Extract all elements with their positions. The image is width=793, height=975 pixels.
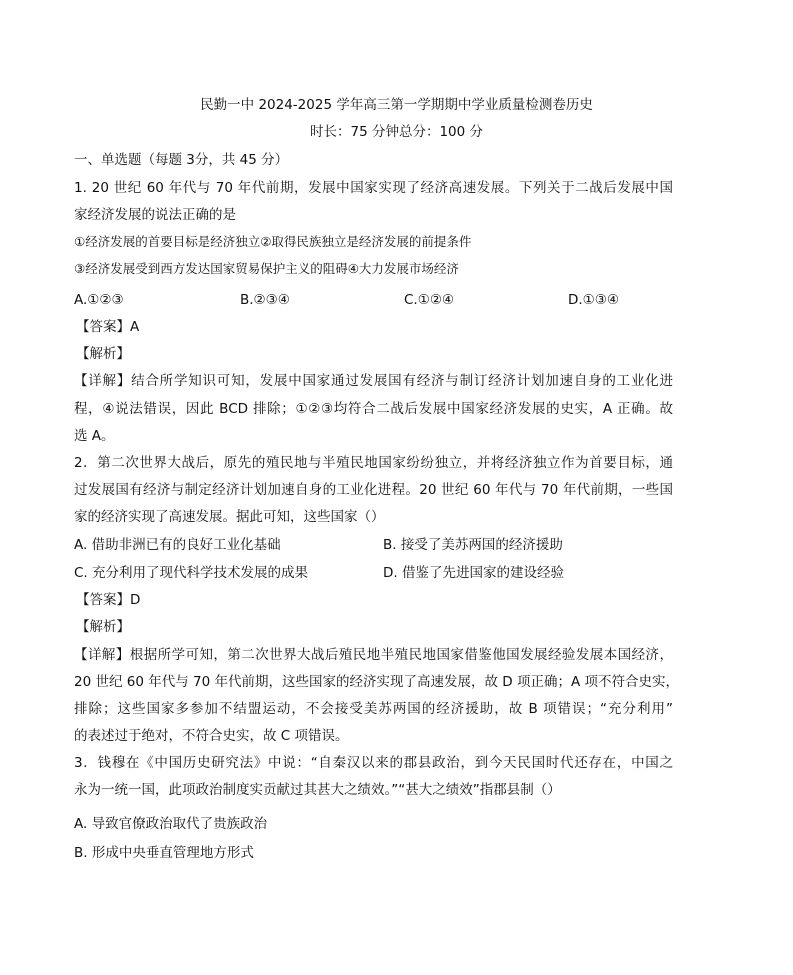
q3-stem-line-2: 永为一统一国，此项政治制度实贡献过其甚大之绩效。”“甚大之绩效”指郡县制（） [74, 782, 561, 798]
section-heading: 一、单选题（每题 3分，共 45 分） [74, 152, 289, 168]
q2-detail-line-2: 20 世纪 60 年代与 70 年代前期，这些国家的经济实现了高速发展，故 D 项正确；A 项不符合史实， [74, 674, 679, 690]
q3-stem-line-1: 3．钱穆在《中国历史研究法》中说：“自秦汉以来的郡县政治，到今天民国时代还存在，中国之 [74, 755, 673, 771]
q2-analysis-label: 【解析】 [76, 619, 130, 635]
q2-option-b: B. 接受了美苏两国的经济援助 [383, 537, 563, 553]
q1-analysis-label: 【解析】 [76, 346, 130, 362]
exam-title: 民勤一中 2024-2025 学年高三第一学期期中学业质量检测卷历史 [200, 97, 593, 113]
q2-stem-line-3: 家的经济实现了高速发展。据此可知，这些国家（） [74, 509, 385, 525]
q2-detail-line-1: 【详解】根据所学可知，第二次世界大战后殖民地半殖民地国家借鉴他国发展经验发展本国经济， [74, 647, 673, 663]
q2-stem-line-2: 过发展国有经济与制定经济计划加速自身的工业化进程。20 世纪 60 年代与 70 年代前期，一些国 [74, 482, 673, 498]
q1-statement-2: ③经济发展受到西方发达国家贸易保护主义的阻碍④大力发展市场经济 [74, 261, 459, 276]
q1-stem-line-1: 1. 20 世纪 60 年代与 70 年代前期，发展中国家实现了经济高速发展。下列关于二战后发展中国 [74, 180, 673, 196]
q1-option-b: B.②③④ [240, 292, 290, 308]
q3-option-b: B. 形成中央垂直管理地方形式 [74, 845, 254, 861]
q1-detail-line-2: 程，④说法错误，因此 BCD 排除；①②③均符合二战后发展中国家经济发展的史实，A 正确。故 [74, 401, 673, 417]
exam-subtitle: 时长：75 分钟总分：100 分 [309, 124, 484, 140]
q2-answer: 【答案】D [76, 592, 141, 608]
q3-option-a: A. 导致官僚政治取代了贵族政治 [74, 816, 268, 832]
q1-answer: 【答案】A [76, 319, 140, 335]
q2-option-c: C. 充分利用了现代科学技术发展的成果 [74, 565, 309, 581]
q1-statement-1: ①经济发展的首要目标是经济独立②取得民族独立是经济发展的前提条件 [74, 234, 472, 249]
q2-option-a: A. 借助非洲已有的良好工业化基础 [74, 537, 281, 553]
q2-detail-line-3: 排除；这些国家多参加不结盟运动，不会接受美苏两国的经济援助，故 B 项错误；“充分利用” [74, 701, 673, 717]
q1-option-c: C.①②④ [404, 292, 455, 308]
q1-option-a: A.①②③ [74, 292, 124, 308]
q1-detail-line-3: 选 A。 [74, 428, 115, 444]
q2-detail-line-4: 的表述过于绝对，不符合史实，故 C 项错误。 [74, 728, 349, 744]
q2-stem-line-1: 2．第二次世界大战后，原先的殖民地与半殖民地国家纷纷独立，并将经济独立作为首要目标，通 [74, 455, 673, 471]
q1-option-d: D.①③④ [568, 292, 619, 308]
q1-detail-line-1: 【详解】结合所学知识可知，发展中国家通过发展国有经济与制订经济计划加速自身的工业化进 [74, 373, 673, 389]
q2-option-d: D. 借鉴了先进国家的建设经验 [383, 565, 564, 581]
q1-stem-line-2: 家经济发展的说法正确的是 [74, 207, 236, 223]
